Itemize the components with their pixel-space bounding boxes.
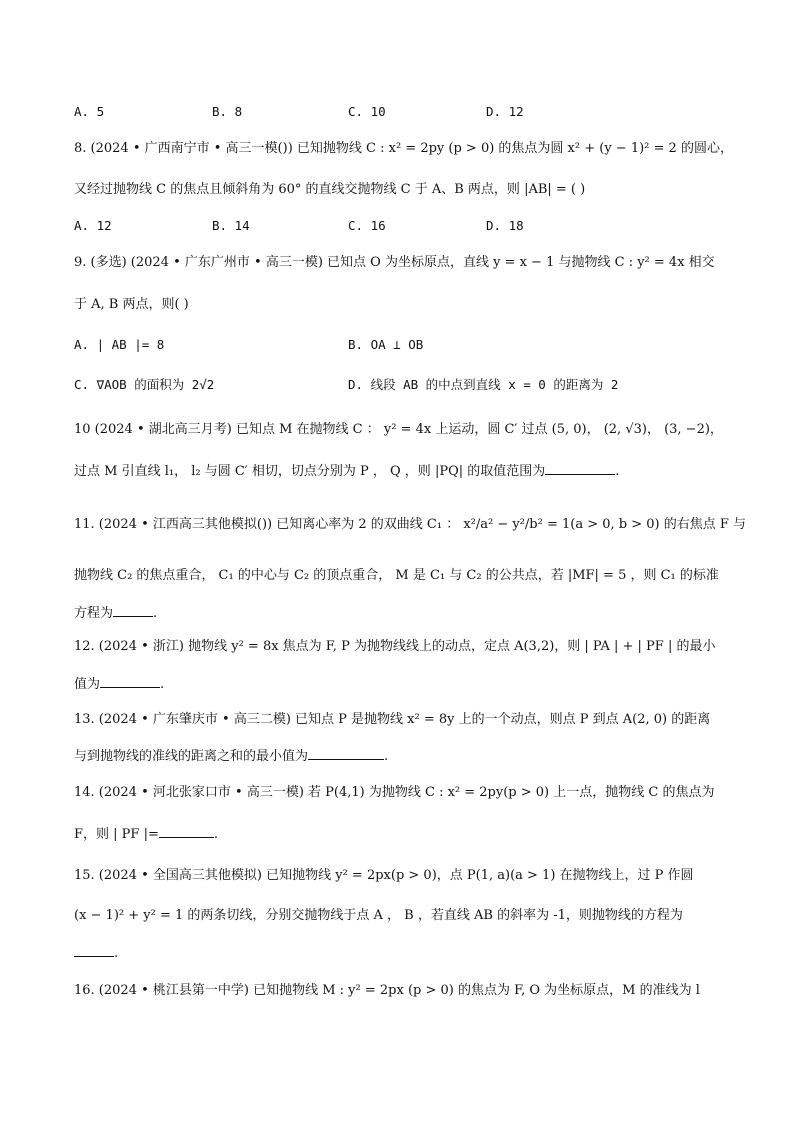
q11-stem-line1: 11. (2024 • 江西高三其他模拟()) 已知离心率为 2 的双曲线 C₁ ： x²/a² − y²/b² = 1(a > 0, b > 0) 的右焦点 F 与 xyxy=(74,517,747,532)
q7-option-a: A. 5 xyxy=(74,104,105,119)
answer-blank xyxy=(308,746,384,760)
q14-stem-line1: 14. (2024 • 河北张家口市 • 高三一模) 若 P(4,1) 为抛物线 C : x² = 2py(p > 0) 上一点，抛物线 C 的焦点为 xyxy=(74,785,715,800)
q11-stem-line3 xyxy=(74,603,157,624)
q14-period: . xyxy=(213,827,218,842)
q9-stem-line1: 9. (多选) (2024 • 广东广州市 • 高三一模) 已知点 O 为坐标原点，直线 y = x − 1 与抛物线 C : y² = 4x 相交 xyxy=(74,255,715,270)
q12-stem-line1: 12. (2024 • 浙江) 抛物线 y² = 8x 焦点为 F, P 为抛物线线上的动点，定点 A(3,2)，则 | PA | + | PF | 的最小 xyxy=(74,639,716,654)
q12-stem-line2-text: 值为 xyxy=(74,677,101,692)
q14-stem-line2 xyxy=(74,824,218,845)
q7-option-b: B. 8 xyxy=(212,104,243,119)
q11-period: . xyxy=(153,606,158,621)
q12-period: . xyxy=(160,677,165,692)
answer-blank xyxy=(74,943,114,957)
q13-stem-line2 xyxy=(74,746,388,767)
answer-blank xyxy=(100,674,160,688)
q13-stem-line1: 13. (2024 • 广东肇庆市 • 高三二模) 已知点 P 是抛物线 x² = 8y 上的一个动点，则点 P 到点 A(2, 0) 的距离 xyxy=(74,712,711,727)
q11-stem-line3-text: 方程为 xyxy=(74,606,114,621)
q15-stem-line1: 15. (2024 • 全国高三其他模拟) 已知抛物线 y² = 2px(p > 0)，点 P(1, a)(a > 1) 在抛物线上，过 P 作圆 xyxy=(74,868,694,883)
q9-option-b: B. OA ⊥ OB xyxy=(348,337,424,352)
q16-stem-line1: 16. (2024 • 桃江县第一中学) 已知抛物线 M : y² = 2px (p > 0) 的焦点为 F, O 为坐标原点，M 的准线为 l xyxy=(74,983,700,998)
q8-option-c: C. 16 xyxy=(348,218,386,233)
q7-option-c: C. 10 xyxy=(348,104,386,119)
q8-stem-line2: 又经过抛物线 C 的焦点且倾斜角为 60° 的直线交抛物线 C 于 A、B 两点，则 |AB| = ( ) xyxy=(74,182,586,197)
q15-period: . xyxy=(114,946,119,961)
answer-blank xyxy=(113,603,153,617)
answer-blank xyxy=(159,824,214,838)
q13-stem-line2-text: 与到抛物线的准线的距离之和的最小值为 xyxy=(74,749,309,764)
q9-stem-line2: 于 A, B 两点，则( ) xyxy=(74,297,189,312)
answer-blank xyxy=(545,461,615,475)
q15-stem-line2: (x − 1)² + y² = 1 的两条切线，分别交抛物线于点 A ， B ，若直线 AB 的斜率为 -1，则抛物线的方程为 xyxy=(74,908,683,923)
q8-option-a: A. 12 xyxy=(74,218,112,233)
q10-stem-line2-text: 过点 M 引直线 l₁， l₂ 与圆 C′ 相切，切点分别为 P ， Q ，则 |PQ| 的取值范围为 xyxy=(74,464,546,479)
q13-period: . xyxy=(384,749,389,764)
q14-stem-line2-text: F，则 | PF |= xyxy=(74,827,159,842)
q10-period: . xyxy=(615,464,620,479)
q9-option-d: D. 线段 AB 的中点到直线 x = 0 的距离为 2 xyxy=(348,377,619,392)
q15-stem-line3 xyxy=(74,943,118,964)
q9-option-c: C. ∇AOB 的面积为 2√2 xyxy=(74,377,215,392)
q9-option-a: A. | AB |= 8 xyxy=(74,337,165,352)
q8-stem-line1: 8. (2024 • 广西南宁市 • 高三一模()) 已知抛物线 C : x² = 2py (p > 0) 的焦点为圆 x² + (y − 1)² = 2 的圆心， xyxy=(74,141,733,156)
q7-option-d: D. 12 xyxy=(486,104,524,119)
q10-stem-line2 xyxy=(74,461,619,482)
q10-stem-line1: 10 (2024 • 湖北高三月考) 已知点 M 在抛物线 C ： y² = 4x 上运动，圆 C′ 过点 (5, 0)， (2, √3)， (3, −2)， xyxy=(74,422,723,437)
q12-stem-line2 xyxy=(74,674,164,695)
q8-option-d: D. 18 xyxy=(486,218,524,233)
q11-stem-line2: 抛物线 C₂ 的焦点重合， C₁ 的中心与 C₂ 的顶点重合， M 是 C₁ 与 C₂ 的公共点，若 |MF| = 5 ，则 C₁ 的标准 xyxy=(74,568,719,583)
q8-option-b: B. 14 xyxy=(212,218,250,233)
